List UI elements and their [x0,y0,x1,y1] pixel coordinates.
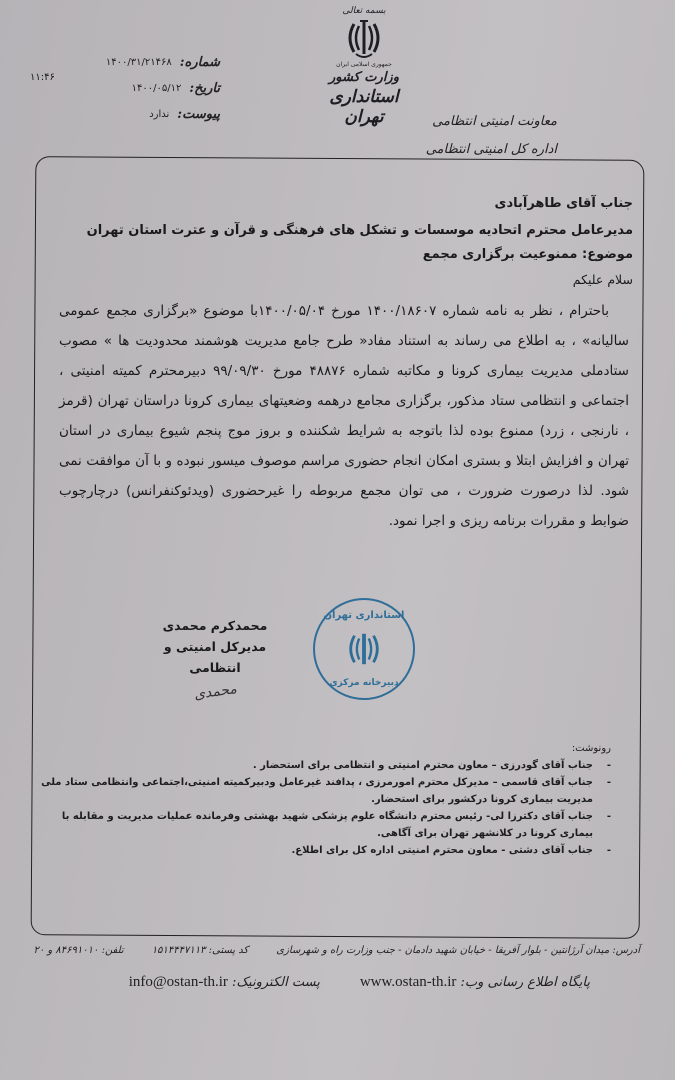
date-value: ۱۴۰۰/۰۵/۱۲ [131,83,182,94]
body-paragraph: باحترام ، نظر به نامه شماره ۱۴۰۰/۱۸۶۰۷ مورخ ۱۴۰۰/۰۵/۰۴با موضوع «برگزاری مجمع عمومی سالیانه» ، به اطلاع می رساند به استناد مفاد« طرح جامع مدیریت هوشمند محدودیت ها » مصوب ستادملی مدیریت بیماری کرونا و مکاتبه شماره ۴۸۸۷۶ مورخ ۹۹/۰۹/۳۰ دبیرمحترم کمیته امنیتی ، اجتماعی و انتظامی ستاد مذکور، برگزاری مجامع درهمه وضعیتهای بیماری کرونا دراستان تهران (قرمز ، نارنجی ، زرد) ممنوع بوده لذا باتوجه به شرایط شکننده و بروز موج پنجم شیوع بیماری در استان تهران و افزایش ابتلا و بستری امکان انجام حضوری مراسم موصوف میسور نبوده و با آن موافقت نمی شود. لذا درصورت ضرورت ، می توان مجمع مربوطه را غیرحضوری (ویدئوکنفرانس) درچارچوب ضوابط و مقررات برنامه ریزی و اجرا نمود. [59,303,629,529]
letter-body [59,296,629,536]
number-row [60,50,220,76]
date-label: تاریخ: [189,81,220,96]
website-label: پایگاه اطلاع رسانی وب: [460,975,590,990]
handwritten-signature: محمدی [192,681,238,703]
signatory-title: مدیرکل امنیتی و انتظامی [163,639,267,675]
stamp-emblem-icon [345,630,383,668]
timestamp: ۱۱:۴۶ [30,72,55,83]
cc-item: - جناب آقای گودرزی – معاون محترم امنیتی و انتظامی برای استحضار . [31,757,611,774]
stamp-bottom-text: دبیرخانه مرکزی [329,678,399,688]
attachment-value: ندارد [149,109,170,120]
footer-web-line [40,974,640,991]
letter-meta [60,50,220,128]
department-block [426,108,557,164]
cc-title: رونوشت: [571,743,611,754]
date-row [60,76,220,102]
number-label: شماره: [179,55,220,70]
department-line-1: معاونت امنیتی انتظامی [432,114,557,129]
footer-email [129,974,320,991]
postal-code-label: کد پستی: [208,945,249,956]
ministry-name: وزارت کشور [329,70,399,85]
province-name: استانداری تهران [329,87,399,127]
email-link[interactable]: info@ostan-th.ir [128,974,228,990]
number-value: ۱۴۰۰/۳۱/۲۱۴۶۸ [105,57,172,68]
subject-label: موضوع: [582,247,633,262]
addressee-title: مدیرعامل محترم اتحادیه موسسات و تشکل های فرهنگی و قرآن و عترت استان تهران [86,223,633,238]
footer-postal [152,945,249,956]
addressee-block [87,190,633,244]
letterhead-emblem [318,6,410,127]
attachment-label: پیوست: [177,107,220,122]
stamp-top-text: استانداری تهران [323,610,405,621]
phone-number: ۸۴۶۹۱۰۱۰ و ۲۰ [33,945,99,956]
cc-items [31,757,611,859]
signatory-name: محمدکرم محمدی [162,618,268,633]
email-label: پست الکترونیک: [232,975,320,990]
addressee-name: جناب آقای طاهرآبادی [494,196,633,211]
phone-label: تلفن: [101,945,124,956]
official-stamp [313,598,415,700]
cc-item: - جناب آقای قاسمی – مدیرکل محترم امورمرزی ، پدافند غیرعامل ودبیرکمیته امنیتی،اجتماعی وانتظامی ستاد ملی مدیریت بیماری کرونا درکشور برای استحضار. [31,774,611,808]
footer-website [360,974,590,991]
footer-phone [33,945,123,956]
republic-text: جمهوری اسلامی ایران [336,61,392,68]
subject-line [423,247,633,262]
website-link[interactable]: www.ostan-th.ir [359,974,457,990]
iran-emblem-icon [344,18,384,60]
greeting: سلام علیکم [572,272,633,287]
signature-block [140,615,290,703]
letter-footer [33,945,640,991]
cc-item: - جناب آقای دشتی - معاون محترم امنیتی اداره کل برای اطلاع. [31,842,611,859]
cc-item: - جناب آقای دکترزا لی- رئیس محترم دانشگاه علوم پزشکی شهید بهشتی وفرمانده عملیات مدیریت و مقابله با بیماری کرونا در کلانشهر تهران برای آگاهی. [31,808,611,842]
subject-value: ممنوعیت برگزاری مجمع [422,247,578,262]
postal-code: ۱۵۱۴۴۴۷۱۱۳ [151,945,206,956]
department-line-2: اداره کل امنیتی انتظامی [425,142,557,157]
footer-contact-line [33,945,640,956]
attachment-row [60,102,220,128]
footer-address: آدرس: میدان آرژانتین - بلوار آفریقا - خیابان شهید دادمان - جنب وزارت راه و شهرسازی [276,945,640,956]
invocation-text: بسمه تعالی [342,6,386,16]
carbon-copy-list [31,740,611,859]
